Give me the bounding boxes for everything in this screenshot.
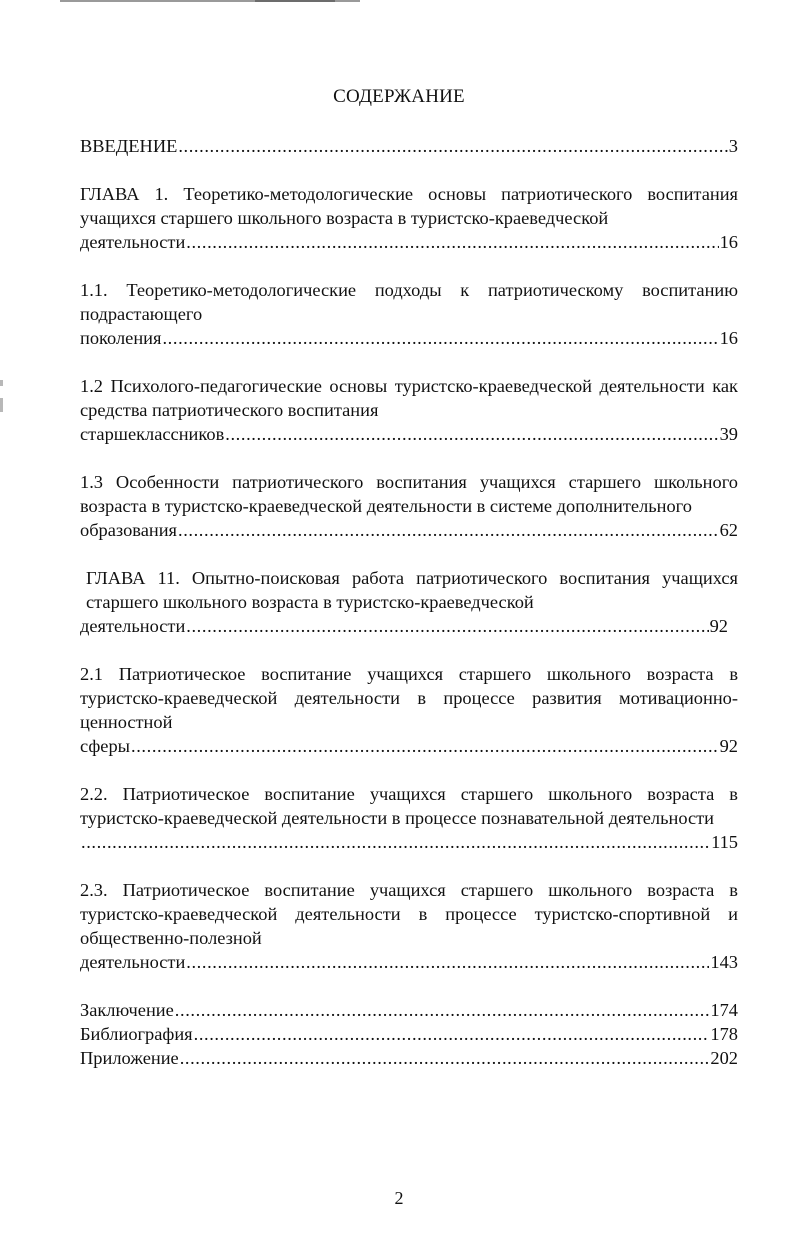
toc-entry-section-1-3 — [80, 470, 738, 542]
toc-page-number: 92 — [719, 736, 738, 756]
toc-page-number: 178 — [710, 1024, 738, 1044]
toc-entry-title: 2.2. Патриотическое воспитание учащихся старшего школьного возраста в туристско-краеведческой деятельности в процессе познавательной деятельности — [80, 784, 738, 828]
toc-entry-title-end: образования — [80, 520, 178, 540]
toc-entry-title-end: деятельности — [80, 952, 186, 972]
toc-page-number: 202 — [710, 1048, 738, 1068]
dot-leader — [225, 422, 718, 446]
toc-entry-title: 1.1. Теоретико-методологические подходы к патриотическому воспитанию подрастающего — [80, 280, 738, 324]
toc-entry-title: Библиография — [80, 1024, 193, 1044]
toc-entry-title: ГЛАВА 1. Теоретико-методологические основы патриотического воспитания учащихся старшего школьного возраста в туристско-краеведческой — [80, 184, 738, 228]
toc-entry-introduction — [80, 134, 738, 158]
dot-leader — [162, 326, 718, 350]
dot-leader — [186, 614, 708, 638]
toc-leader-line — [80, 950, 738, 974]
toc-entry-title-end: поколения — [80, 328, 162, 348]
toc-entry-title: Заключение — [80, 1000, 174, 1020]
page-number: 2 — [394, 1188, 404, 1208]
toc-entry-section-2-3 — [80, 878, 738, 974]
toc-entry-title: 1.3 Особенности патриотического воспитания учащихся старшего школьного возраста в туристско-краеведческой деятельности в системе дополнительного — [80, 472, 738, 516]
toc-entry-title-end: деятельности — [80, 616, 186, 636]
dot-leader — [178, 134, 727, 158]
toc-entry-title: 2.1 Патриотическое воспитание учащихся старшего школьного возраста в туристско-краеведческой деятельности в процессе развития мотивационно-ценностной — [80, 664, 738, 732]
margin-mark — [0, 398, 3, 412]
dot-leader — [186, 230, 718, 254]
dot-leader — [175, 998, 710, 1022]
toc-entry-chapter-2 — [80, 566, 738, 638]
toc-entry-title: Приложение — [80, 1048, 179, 1068]
scan-edge-line-dark — [255, 0, 335, 2]
page-title: СОДЕРЖАНИЕ — [333, 86, 465, 107]
toc-page-number: 115 — [711, 832, 738, 852]
toc-entry-section-2-1 — [80, 662, 738, 758]
dot-leader — [180, 1046, 710, 1070]
table-of-contents — [80, 134, 738, 1070]
margin-mark — [0, 380, 3, 386]
toc-entry-section-1-2 — [80, 374, 738, 446]
toc-leader-line — [80, 422, 738, 446]
toc-leader-line — [80, 734, 738, 758]
toc-page-number: 16 — [719, 328, 738, 348]
toc-entry-bibliography — [80, 1022, 738, 1046]
toc-page-number: 92 — [709, 616, 728, 636]
toc-entry-section-1-1 — [80, 278, 738, 350]
toc-page-number: 3 — [728, 136, 738, 156]
toc-entry-title: 1.2 Психолого-педагогические основы туристско-краеведческой деятельности как средства патриотического воспитания — [80, 376, 738, 420]
toc-page-number: 39 — [719, 424, 738, 444]
toc-leader-line — [80, 998, 738, 1022]
toc-page-number: 143 — [710, 952, 738, 972]
toc-leader-line — [80, 614, 738, 638]
dot-leader — [81, 830, 710, 854]
toc-leader-line — [80, 1046, 738, 1070]
toc-entry-title: ГЛАВА 11. Опытно-поисковая работа патриотического воспитания учащихся старшего школьного возраста в туристско-краеведческой — [86, 568, 738, 612]
toc-leader-line — [80, 830, 738, 854]
toc-leader-line — [80, 326, 738, 350]
toc-page-number: 174 — [710, 1000, 738, 1020]
toc-entry-appendix — [80, 1046, 738, 1070]
toc-entry-title-end: сферы — [80, 736, 131, 756]
toc-entry-chapter-1 — [80, 182, 738, 254]
toc-entry-title-end: старшеклассников — [80, 424, 225, 444]
toc-page-number: 62 — [719, 520, 738, 540]
dot-leader — [186, 950, 709, 974]
toc-leader-line — [80, 1022, 738, 1046]
dot-leader — [178, 518, 719, 542]
toc-entry-section-2-2 — [80, 782, 738, 854]
toc-entry-title: 2.3. Патриотическое воспитание учащихся старшего школьного возраста в туристско-краеведческой деятельности в процессе туристско-спортивной и общественно-полезной — [80, 880, 738, 948]
dot-leader — [194, 1022, 710, 1046]
dot-leader — [131, 734, 719, 758]
toc-leader-line — [80, 134, 738, 158]
toc-entry-title: ВВЕДЕНИЕ — [80, 136, 178, 156]
toc-entry-conclusion — [80, 998, 738, 1022]
toc-page-number: 16 — [719, 232, 738, 252]
toc-leader-line — [80, 230, 738, 254]
toc-entry-title-end: деятельности — [80, 232, 186, 252]
toc-leader-line — [80, 518, 738, 542]
